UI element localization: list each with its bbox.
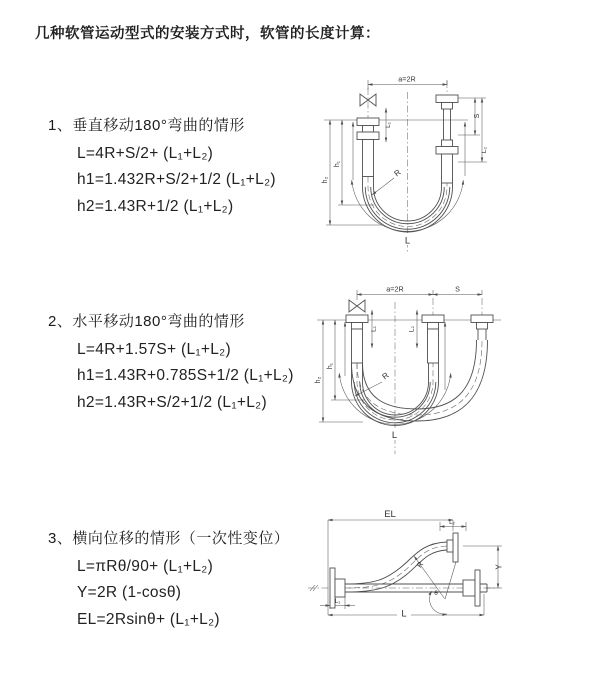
braid-hatch — [442, 154, 453, 183]
dim-label-s: S — [455, 284, 460, 294]
dim-label-a2r: a=2R — [386, 284, 404, 294]
dim-label-theta: θ — [434, 590, 438, 597]
fig1-vertical-180-bend-drawing — [310, 68, 600, 265]
formula-line: EL=2Rsinθ+ (L₁+L₂) — [77, 610, 220, 628]
section-1-heading: 1、垂直移动180°弯曲的情形 — [48, 117, 245, 134]
dim-label-l2: L₂ — [449, 519, 455, 526]
braid-hatch — [428, 329, 439, 363]
dim-label-h2: h₂ — [322, 176, 329, 184]
dim-label-r: R — [392, 167, 403, 179]
section-3-heading: 3、横向位移的情形（一次性变位） — [48, 530, 290, 547]
page-title: 几种软管运动型式的安装方式时，软管的长度计算： — [35, 26, 380, 42]
dim-label-el: EL — [384, 509, 396, 520]
formula-line: h2=1.43R+S/2+1/2 (L₁+L₂) — [77, 393, 267, 411]
section-1 — [48, 114, 276, 215]
formula-line: h1=1.432R+S/2+1/2 (L₁+L₂) — [77, 171, 276, 188]
braid-hatch — [363, 140, 374, 177]
centerlines — [368, 81, 447, 254]
dim-label-h1: h₁ — [327, 362, 334, 370]
dim-label-l: L — [404, 235, 411, 247]
dimension-lines — [324, 80, 487, 231]
section-3 — [48, 527, 289, 628]
dim-label-y: Y — [494, 564, 504, 570]
dim-label-l2: L₂ — [481, 146, 488, 154]
dim-label-h2: h₂ — [315, 376, 322, 384]
braid-hatch — [352, 329, 363, 363]
formula-line: L=πRθ/90+ (L₁+L₂) — [77, 557, 214, 575]
dim-label-s: S — [474, 113, 481, 119]
right-flange — [475, 570, 480, 606]
formula-line: h2=1.43R+1/2 (L₁+L₂) — [77, 197, 234, 215]
dim-label-a2r: a=2R — [398, 74, 416, 84]
formula-line: L=4R+S/2+ (L₁+L₂) — [77, 144, 214, 162]
section-2 — [48, 310, 294, 411]
dim-label-h1: h₁ — [334, 160, 341, 168]
displaced-flange — [453, 533, 458, 562]
hose-centerline-moved — [357, 340, 482, 415]
dim-label-r: R — [414, 559, 426, 570]
formula-line: L=4R+1.57S+ (L₁+L₂) — [77, 340, 231, 358]
dim-label-l1: L₁ — [334, 599, 341, 605]
formula-line: h1=1.43R+0.785S+1/2 (L₁+L₂) — [77, 367, 294, 384]
dim-label-l1: L₁ — [370, 326, 378, 332]
dim-label-l: L — [391, 430, 398, 441]
dim-label-r: R — [380, 370, 391, 382]
dim-label-l: L — [401, 608, 407, 620]
fig3-lateral-displacement-drawing — [300, 498, 600, 660]
fig2-horizontal-180-bend-drawing — [305, 278, 600, 470]
hose-upper-edge — [345, 542, 447, 584]
formula-line: Y=2R (1-cosθ) — [77, 584, 182, 601]
hose-and-fittings — [346, 300, 493, 425]
dim-label-l1: L₁ — [385, 122, 392, 128]
valve-symbol — [349, 300, 365, 312]
section-2-heading: 2、水平移动180°弯曲的情形 — [48, 313, 245, 330]
hose-and-fittings — [330, 533, 487, 608]
dim-label-l2: L₂ — [408, 325, 416, 333]
dimension-lines — [317, 290, 501, 424]
